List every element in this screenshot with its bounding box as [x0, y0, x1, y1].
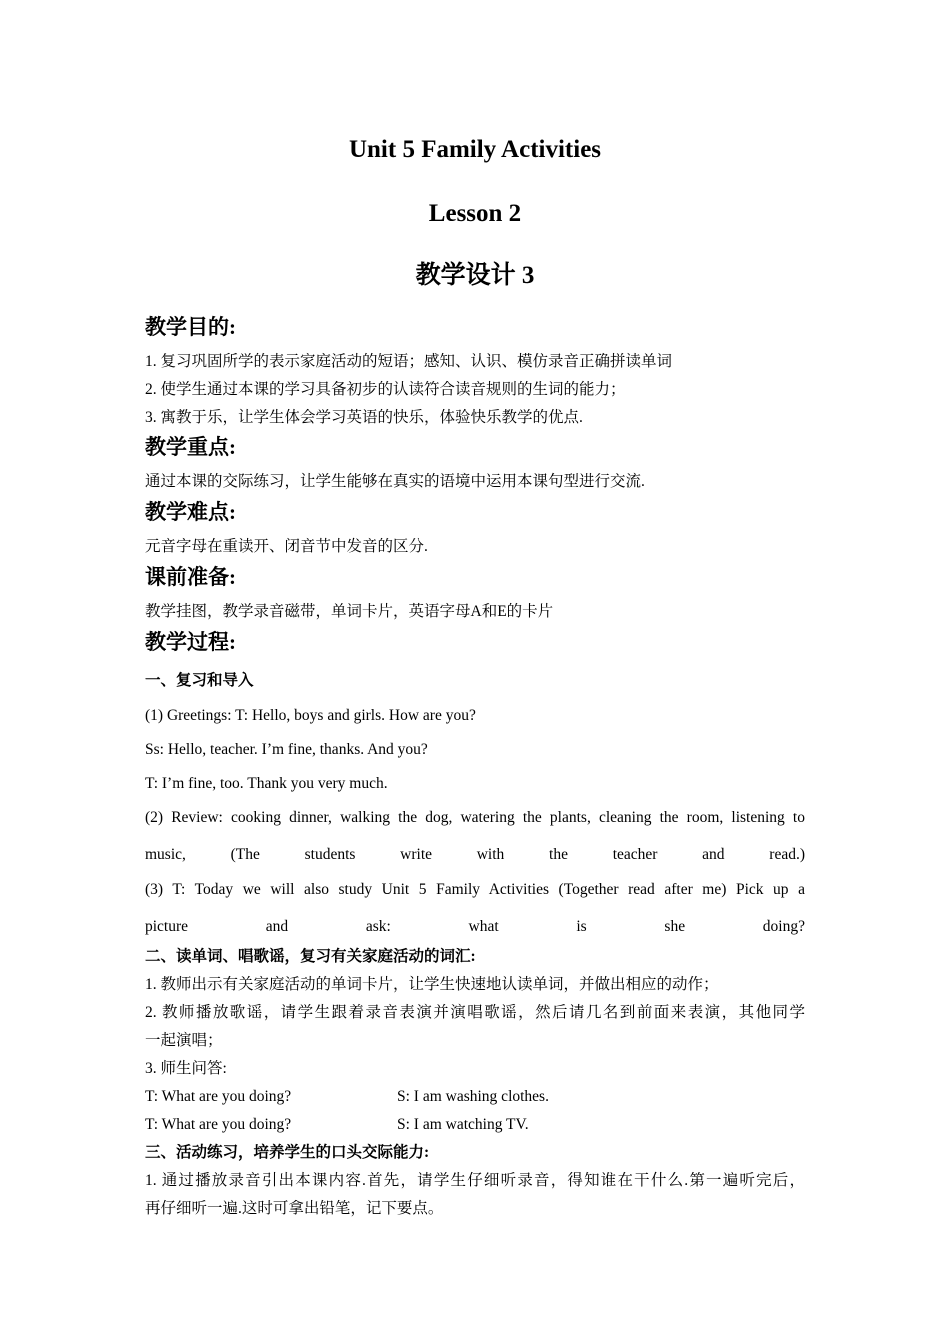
list-item-line: 一起演唱； [145, 1032, 223, 1049]
objectives-heading: 教学目的: [145, 315, 236, 339]
student-answer: S: I am watching TV. [397, 1116, 529, 1133]
qa-row [145, 1111, 805, 1139]
list-item-line: 2. 教师播放歌谣，请学生跟着录音表演并演唱歌谣，然后请几名到前面来表演，其他同学 [145, 1004, 805, 1021]
paragraph [145, 799, 805, 873]
teacher-question: T: What are you doing? [145, 1116, 292, 1133]
list-item-line: 再仔细听一遍.这时可拿出铅笔，记下要点。 [145, 1200, 444, 1217]
qa-row [145, 1083, 805, 1111]
paragraph-line: music, (The students write with the teacher and read.) [145, 846, 805, 863]
lesson-title: Lesson 2 [428, 200, 522, 227]
paragraph: T: I’m fine, too. Thank you very much. [145, 775, 388, 792]
list-item-line: 1. 通过播放录音引出本课内容.首先，请学生仔细听录音，得知谁在干什么.第一遍听完后， [145, 1172, 805, 1189]
document-title: Unit 5 Family Activities [348, 136, 602, 163]
preparation-text: 教学挂图，教学录音磁带，单词卡片，英语字母A和E的卡片 [145, 603, 554, 620]
student-answer: S: I am washing clothes. [397, 1088, 549, 1105]
paragraph-line: (2) Review: cooking dinner, walking the dog, watering the plants, cleaning the room, listening to [145, 809, 805, 826]
objective-item: 1. 复习巩固所学的表示家庭活动的短语；感知、认识、模仿录音正确拼读单词 [145, 353, 673, 370]
list-item: 1. 教师出示有关家庭活动的单词卡片，让学生快速地认读单词，并做出相应的动作； [145, 976, 719, 993]
paragraph: Ss: Hello, teacher. I’m fine, thanks. And you? [145, 741, 428, 758]
section-heading: 二、读单词、唱歌谣，复习有关家庭活动的词汇: [145, 948, 476, 965]
process-heading: 教学过程: [145, 630, 236, 654]
key-points-heading: 教学重点: [145, 435, 236, 459]
objective-item: 2. 使学生通过本课的学习具备初步的认读符合读音规则的生词的能力； [145, 381, 626, 398]
list-item [145, 999, 805, 1055]
paragraph-line: (3) T: Today we will also study Unit 5 Family Activities (Together read after me) Pick up a [145, 881, 805, 898]
list-item: 3. 师生问答: [145, 1060, 227, 1077]
section-heading: 三、活动练习，培养学生的口头交际能力: [145, 1144, 430, 1161]
section-heading: 一、复习和导入 [145, 672, 254, 689]
list-item [145, 1167, 805, 1223]
paragraph-line: picture and ask: what is she doing? [145, 918, 805, 935]
key-points-text: 通过本课的交际练习，让学生能够在真实的语境中运用本课句型进行交流. [145, 473, 645, 490]
design-title: 教学设计 3 [415, 262, 535, 289]
preparation-heading: 课前准备: [145, 565, 236, 589]
paragraph: (1) Greetings: T: Hello, boys and girls. How are you? [145, 707, 476, 724]
teacher-question: T: What are you doing? [145, 1088, 292, 1105]
objective-item: 3. 寓教于乐，让学生体会学习英语的快乐，体验快乐教学的优点. [145, 409, 583, 426]
difficulties-heading: 教学难点: [145, 500, 236, 524]
paragraph [145, 871, 805, 945]
difficulties-text: 元音字母在重读开、闭音节中发音的区分. [145, 538, 428, 555]
